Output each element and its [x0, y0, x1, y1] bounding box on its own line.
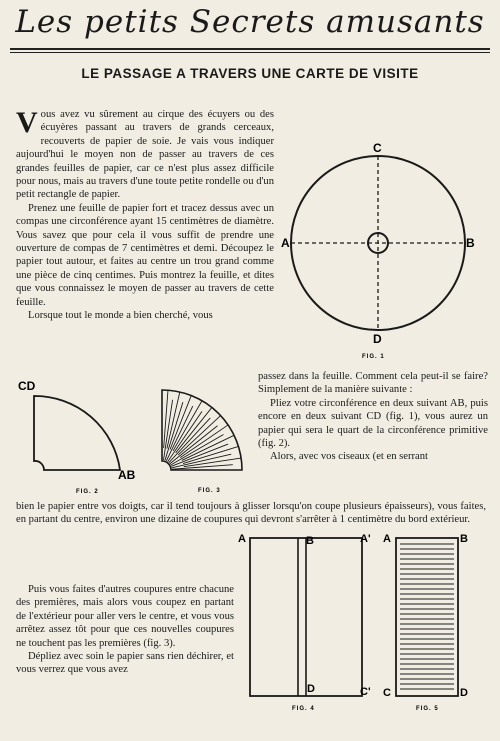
fig4-label-a-prime: A' — [360, 533, 371, 545]
fig3-caption: FIG. 3 — [198, 488, 221, 494]
paragraph: Prenez une feuille de papier fort et tracez dessus avec un compas une circonférence ayant 15 centimètres de diamètre. Vous savez que pour cela il vous suffit de prendre une ouverture de compas de 7 centimètres et demi. Découpez le papier tout autour, et faites au centre un trou grand comme une pièce de cinq centimes. Puis montrez la feuille, et dites que vous connaissez le moyen de passer au travers de cette feuille. — [16, 202, 274, 308]
fig5-label-b: B — [460, 533, 468, 545]
fig2-quarter-sector — [34, 396, 120, 470]
paragraph: Dépliez avec soin le papier sans rien déchirer, et vous verrez que vous avez — [16, 651, 234, 676]
figure-4 — [236, 530, 376, 715]
fig5-caption: FIG. 5 — [416, 706, 439, 712]
fig2-label-cd: CD — [18, 379, 36, 393]
header-title: Les petits Secrets amusants — [15, 4, 485, 40]
fig3-cut-line — [169, 418, 210, 463]
fig1-label-a: A — [281, 236, 290, 250]
paragraph-text: bien le papier entre vos doigts, car il tend toujours à glisser lorsqu'on coupe plusieurs épaisseurs), vous faites, en partant du centre, environ une dizaine de coupures qui devront s'arrêter à 1 centimètre du bord extérieur. — [16, 501, 486, 526]
paragraph: passez dans la feuille. Comment cela peut-il se faire? Simplement de la manière suivante : — [258, 371, 488, 396]
text-column-lower-left — [16, 583, 234, 677]
header-rule — [10, 48, 490, 50]
figure-3 — [150, 386, 262, 500]
fig3-cut-lines — [163, 390, 241, 469]
article-title: LE PASSAGE A TRAVERS UNE CARTE DE VISITE — [81, 66, 419, 81]
fig1-label-c: C — [373, 141, 382, 155]
paragraph: Pliez votre circonférence en deux suivant AB, puis encore en deux suivant CD (fig. 1), vous aurez un papier qui sera le quart de la circonférence primitive (fig. 2). — [258, 397, 488, 450]
text-column-right — [258, 370, 488, 464]
fig4-caption: FIG. 4 — [292, 706, 315, 712]
fig3-cut-line — [183, 446, 238, 463]
fig4-label-d: D — [307, 683, 315, 695]
figure-2 — [14, 376, 150, 500]
figure-1 — [280, 140, 490, 365]
paragraph — [16, 108, 274, 202]
text-wide — [16, 500, 486, 527]
fig5-strip — [396, 538, 458, 696]
figure-5 — [378, 530, 488, 715]
fig3-cut-line — [184, 458, 241, 467]
page-header — [10, 4, 490, 56]
text-column-left — [16, 108, 274, 323]
fig3-cut-line — [164, 390, 168, 448]
fig2-label-ab: AB — [118, 468, 136, 482]
fig5-label-a: A — [383, 533, 391, 545]
fig1-caption: FIG. 1 — [362, 354, 385, 360]
paragraph-text: ous avez vu sûrement au cirque des écuyers ou des écuyères passant au travers de grands cerceaux, recouverts de papier de soie. Je vais vous indiquer aujourd'hui le moyen non de passer au travers de ces grandes feuilles de papier, car ce n'est plus assez difficile pour nous, mais au travers d'une toute petite rondelle ou d'un petit rectangle de papier. — [16, 109, 274, 201]
fig1-label-b: B — [466, 236, 475, 250]
fig4-label-c-prime: C' — [360, 686, 371, 698]
fig4-label-a: A — [238, 533, 246, 545]
fig5-hatch-lines — [400, 544, 454, 689]
header-rule-thin — [10, 52, 490, 53]
fig2-caption: FIG. 2 — [76, 489, 99, 495]
paragraph: Lorsque tout le monde a bien cherché, vous — [28, 310, 213, 322]
fig4-label-b: B — [306, 535, 314, 547]
fig5-label-c: C — [383, 687, 391, 699]
paragraph: Puis vous faites d'autres coupures entre chacune des premières, mais alors vous coupez en partant de l'extérieur pour aller vers le centre, et vous vous arrêtez assez tôt pour que ces nouvelles coupures ne touchent pas les premières (fig. 3). — [16, 584, 234, 649]
paragraph: Alors, avec vos ciseaux (et en serrant — [270, 451, 428, 463]
fig1-label-d: D — [373, 332, 382, 346]
drop-cap: V — [16, 106, 38, 139]
fig5-label-d: D — [460, 687, 468, 699]
paragraph — [16, 500, 486, 527]
